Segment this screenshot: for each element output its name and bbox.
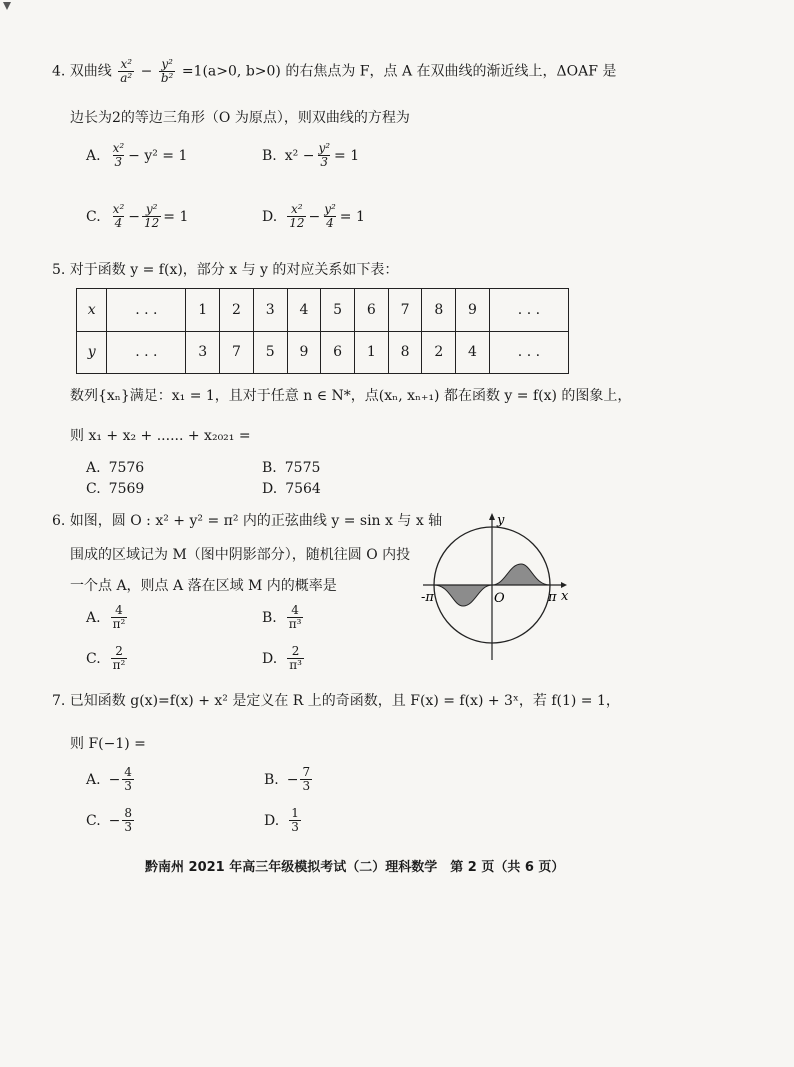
- option-text: 7564: [285, 481, 321, 497]
- q5-option-c[interactable]: [86, 481, 144, 497]
- table-cell: 9: [287, 331, 321, 374]
- table-cell: 5: [253, 331, 287, 374]
- option-label: C.: [86, 812, 101, 829]
- q4-stem: 4. 双曲线 $\frac{\text{x²}}{\text{a²}}$ − $\frac{\text{y²}}{\text{b²}}$ =1(a>0, b>0) 的右焦点为 F，点 A 在双曲线的渐近线上，ΔOAF 是: [52, 57, 617, 85]
- sine-region-right: [492, 564, 550, 585]
- option-label: B.: [264, 771, 279, 788]
- option-sign: −: [286, 771, 299, 788]
- option-text: 7576: [108, 460, 145, 476]
- q7-option-d[interactable]: [264, 807, 303, 834]
- q5-option-d[interactable]: [262, 481, 321, 497]
- frac: $\frac{2}{\text{π²}}$: [112, 644, 126, 672]
- sine-region-left: [434, 585, 492, 606]
- option-text: = 1: [163, 208, 189, 225]
- option-sign: −: [108, 771, 121, 788]
- frac: $\frac{\text{x²}}{3}$: [112, 141, 125, 169]
- option-label: A.: [86, 147, 101, 164]
- table-cell: . . .: [107, 289, 186, 332]
- q4-frac-x: $\frac{\text{x²}}{\text{a²}}$: [120, 57, 133, 85]
- option-text: 7575: [284, 460, 321, 476]
- option-label: C.: [86, 481, 101, 497]
- x-axis-arrow-icon: [561, 582, 567, 588]
- table-cell: 8: [422, 289, 456, 332]
- frac: $\frac{8}{3}$: [124, 806, 133, 834]
- table-row: [77, 289, 569, 332]
- table-cell: 7: [388, 289, 422, 332]
- frac: $\frac{\text{y²}}{12}$: [143, 202, 160, 230]
- frac: $\frac{\text{x²}}{12}$: [289, 202, 305, 230]
- table-cell: 1: [354, 331, 388, 374]
- q5-value-table: [76, 288, 569, 374]
- option-text: −: [128, 208, 140, 225]
- option-text: 7569: [108, 481, 145, 497]
- neg-pi-label: -π: [421, 590, 434, 605]
- q4-mid: 的右焦点为 F，点 A 在双曲线的渐近线上，ΔOAF 是: [280, 63, 617, 80]
- q7-option-c[interactable]: [86, 807, 136, 834]
- frac: $\frac{\text{y²}}{3}$: [318, 141, 331, 169]
- frac: $\frac{2}{\text{π³}}$: [289, 644, 302, 672]
- option-label: A.: [86, 609, 101, 626]
- table-cell: x: [77, 289, 107, 332]
- option-label: A.: [86, 460, 101, 476]
- frac: $\frac{1}{3}$: [291, 806, 299, 834]
- frac: $\frac{\text{y²}}{4}$: [324, 202, 336, 230]
- q4-condition: =1(a>0, b>0): [181, 63, 281, 80]
- option-label: B.: [262, 147, 277, 164]
- option-label: D.: [262, 208, 278, 225]
- table-cell: 4: [287, 289, 321, 332]
- q6-line1: 6. 如图，圆 O : x² + y² = π² 内的正弦曲线 y = sin x 与 x 轴: [52, 513, 443, 529]
- q6-option-d[interactable]: [262, 645, 306, 672]
- table-cell: 4: [456, 331, 490, 374]
- option-text: −: [308, 208, 321, 225]
- q4-line2: 边长为2的等边三角形（O 为原点），则双曲线的方程为: [70, 110, 410, 126]
- option-text: − y² = 1: [128, 147, 188, 164]
- q6-line3: 一个点 A，则点 A 落在区域 M 内的概率是: [70, 578, 337, 594]
- frac: $\frac{7}{3}$: [302, 765, 311, 793]
- q5-line3: 则 x₁ + x₂ + ...... + x₂₀₂₁ =: [70, 428, 251, 444]
- q4-option-a[interactable]: [86, 142, 187, 169]
- option-label: D.: [264, 812, 280, 829]
- q7-option-a[interactable]: [86, 766, 136, 793]
- pos-pi-label: π: [548, 590, 557, 605]
- table-cell: . . .: [107, 331, 186, 374]
- table-cell: 6: [321, 331, 355, 374]
- table-cell: 8: [388, 331, 422, 374]
- x-axis-label: x: [561, 589, 569, 604]
- frac: $\frac{4}{3}$: [124, 765, 132, 793]
- table-cell: y: [77, 331, 107, 374]
- option-label: A.: [86, 771, 101, 788]
- y-axis-label: y: [497, 513, 505, 528]
- table-cell: 1: [186, 289, 220, 332]
- q6-option-c[interactable]: [86, 645, 129, 672]
- option-label: D.: [262, 650, 278, 667]
- q7-option-b[interactable]: [264, 766, 314, 793]
- option-text: = 1: [339, 208, 365, 225]
- option-label: D.: [262, 481, 278, 497]
- q4-frac-y: $\frac{\text{y²}}{\text{b²}}$: [160, 57, 174, 85]
- q6-figure: [415, 510, 585, 665]
- table-cell: 2: [422, 331, 456, 374]
- q5-stem: 5. 对于函数 y = f(x)，部分 x 与 y 的对应关系如下表：: [52, 262, 399, 278]
- frac: $\frac{\text{x²}}{4}$: [112, 202, 125, 230]
- table-cell: . . .: [489, 331, 568, 374]
- q6-option-b[interactable]: [262, 604, 305, 631]
- option-text: x² −: [284, 147, 315, 164]
- q4-option-b[interactable]: [262, 142, 359, 169]
- frac: $\frac{4}{\text{π³}}$: [288, 603, 302, 631]
- table-cell: 5: [321, 289, 355, 332]
- q5-option-a[interactable]: [86, 460, 144, 476]
- q7-line2: 则 F(−1) =: [70, 736, 146, 752]
- q6-option-a[interactable]: [86, 604, 129, 631]
- q5-line2: 数列{xₙ}满足：x₁ = 1，且对于任意 n ∈ N*，点(xₙ, xₙ₊₁) 都在函数 y = f(x) 的图象上，: [70, 388, 632, 404]
- option-text: = 1: [334, 147, 360, 164]
- q7-line1: 7. 已知函数 g(x)=f(x) + x² 是定义在 R 上的奇函数，且 F(x) = f(x) + 3ˣ，若 f(1) = 1，: [52, 693, 620, 709]
- table-cell: 2: [220, 289, 254, 332]
- table-cell: 9: [456, 289, 490, 332]
- table-row: [77, 331, 569, 374]
- page-footer: 黔南州 2021 年高三年级模拟考试（二）理科数学 第 2 页（共 6 页）: [145, 860, 565, 875]
- q4-prefix: 4. 双曲线: [52, 63, 112, 80]
- q5-option-b[interactable]: [262, 460, 320, 476]
- option-label: B.: [262, 460, 277, 476]
- q6-line2: 围成的区域记为 M（图中阴影部分），随机往圆 O 内投: [70, 547, 411, 563]
- origin-label: O: [494, 591, 505, 606]
- table-cell: 7: [220, 331, 254, 374]
- q4-option-d[interactable]: [262, 203, 365, 230]
- option-sign: −: [108, 812, 121, 829]
- q4-option-c[interactable]: [86, 203, 188, 230]
- option-label: B.: [262, 609, 277, 626]
- table-cell: 6: [354, 289, 388, 332]
- frac: $\frac{4}{\text{π²}}$: [112, 603, 126, 631]
- y-axis-arrow-icon: [489, 513, 495, 520]
- corner-mark-icon: [3, 2, 11, 10]
- option-label: C.: [86, 650, 101, 667]
- table-cell: 3: [186, 331, 220, 374]
- table-cell: 3: [253, 289, 287, 332]
- option-label: C.: [86, 208, 101, 225]
- table-cell: . . .: [489, 289, 568, 332]
